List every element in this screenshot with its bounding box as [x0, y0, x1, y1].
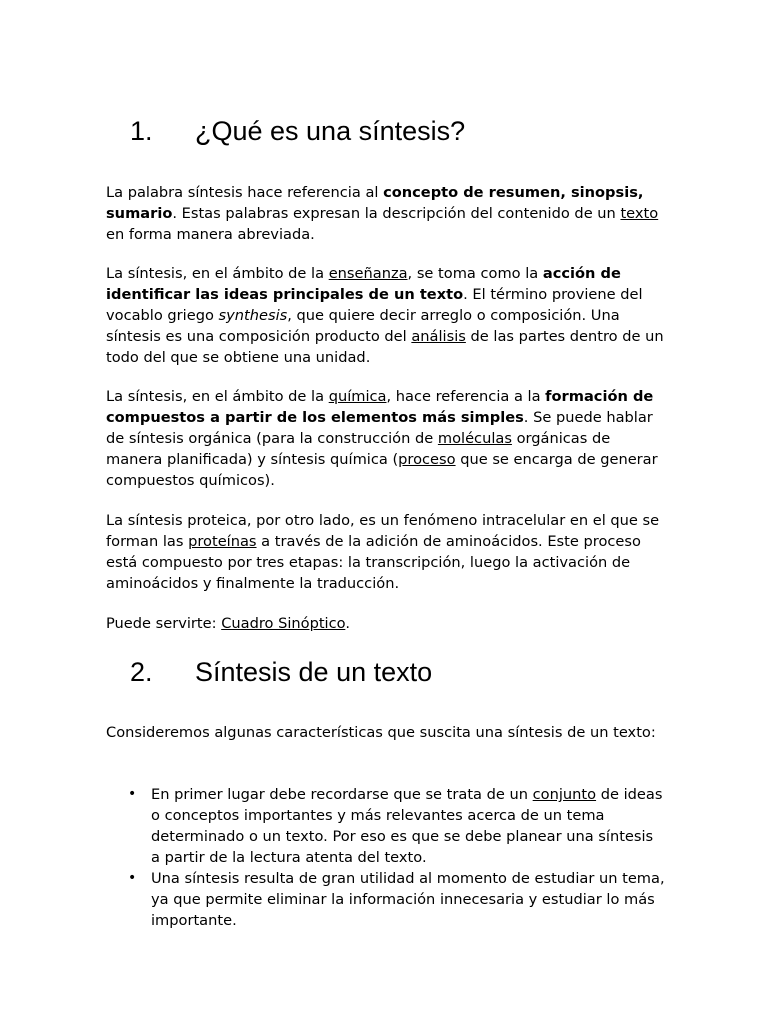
- paragraph-text: , que quiere decir arreglo o composición. Una síntesis es una composición producto del: [106, 307, 620, 345]
- link-moleculas[interactable]: moléculas: [437, 430, 512, 447]
- paragraph-text: de las partes dentro de un todo del que se obtiene una unidad.: [106, 328, 664, 366]
- paragraph-text: . Estas palabras expresan la descripción del contenido de un: [172, 205, 621, 222]
- link-proceso[interactable]: proceso: [398, 451, 456, 468]
- list-item-text: En primer lugar debe recordarse que se trata de un: [151, 786, 533, 803]
- paragraph-text: . Se puede hablar de síntesis orgánica (para la construcción de: [106, 409, 653, 447]
- paragraph-5: [106, 613, 666, 634]
- paragraph-text: . El término proviene del vocablo griego: [106, 286, 643, 324]
- paragraph-1: [106, 182, 666, 245]
- paragraph-text: La síntesis proteica, por otro lado, es un fenómeno intracelular en el que se forman las: [106, 512, 660, 550]
- bullet-icon: •: [128, 786, 137, 802]
- paragraph-text: La síntesis, en el ámbito de la: [106, 388, 329, 405]
- paragraph-text: que se encarga de generar compuestos químicos).: [106, 451, 658, 489]
- paragraph-4: [106, 510, 666, 594]
- paragraph-text: en forma manera abreviada.: [106, 226, 315, 243]
- paragraph-text: La palabra síntesis hace referencia al: [106, 184, 384, 201]
- section-2-heading: [106, 657, 432, 688]
- paragraph-6: [106, 722, 666, 743]
- link-analisis[interactable]: análisis: [411, 328, 466, 345]
- bold-phrase: concepto de resumen, sinopsis, sumario: [106, 184, 644, 222]
- paragraph-3: [106, 386, 666, 491]
- link-ensenanza[interactable]: enseñanza: [328, 265, 408, 282]
- paragraph-text: .: [345, 615, 350, 632]
- link-texto[interactable]: texto: [620, 205, 659, 222]
- section-2-number: 2.: [130, 657, 153, 687]
- link-conjunto[interactable]: conjunto: [532, 786, 597, 803]
- list-item: [106, 784, 666, 868]
- paragraph-text: La síntesis, en el ámbito de la: [106, 265, 329, 282]
- list-item-text: de ideas o conceptos importantes y más relevantes acerca de un tema determinado o un texto. Por eso es que se debe planear una síntesis a partir de la lectura atenta del texto.: [151, 786, 663, 866]
- paragraph-text: Consideremos algunas características que suscita una síntesis de un texto:: [106, 724, 656, 741]
- section-1-title: ¿Qué es una síntesis?: [195, 116, 466, 146]
- section-2-title: Síntesis de un texto: [195, 657, 433, 687]
- paragraph-text: Puede servirte:: [106, 615, 222, 632]
- list-item: [106, 868, 666, 931]
- bold-phrase: acción de identificar las ideas principales de un texto: [106, 265, 621, 303]
- italic-term: synthesis: [218, 307, 288, 324]
- paragraph-text: , hace referencia a la: [386, 388, 546, 405]
- link-proteinas[interactable]: proteínas: [188, 533, 257, 550]
- bold-phrase: formación de compuestos a partir de los elementos más simples: [106, 388, 654, 426]
- bullet-list: [106, 784, 666, 931]
- link-quimica[interactable]: química: [328, 388, 387, 405]
- bullet-icon: •: [128, 870, 137, 886]
- paragraph-text: , se toma como la: [407, 265, 543, 282]
- link-cuadro-sinoptico[interactable]: Cuadro Sinóptico: [221, 615, 346, 632]
- list-item-text: Una síntesis resulta de gran utilidad al momento de estudiar un tema, ya que permite eliminar la información innecesaria y estudiar lo más importante.: [151, 870, 665, 929]
- paragraph-text: a través de la adición de aminoácidos. Este proceso está compuesto por tres etapas: la transcripción, luego la activación de aminoácidos y finalmente la traducción.: [106, 533, 641, 592]
- paragraph-2: [106, 263, 666, 368]
- paragraph-text: orgánicas de manera planificada) y síntesis química (: [106, 430, 611, 468]
- section-1-number: 1.: [130, 116, 153, 146]
- section-1-heading: [106, 116, 465, 147]
